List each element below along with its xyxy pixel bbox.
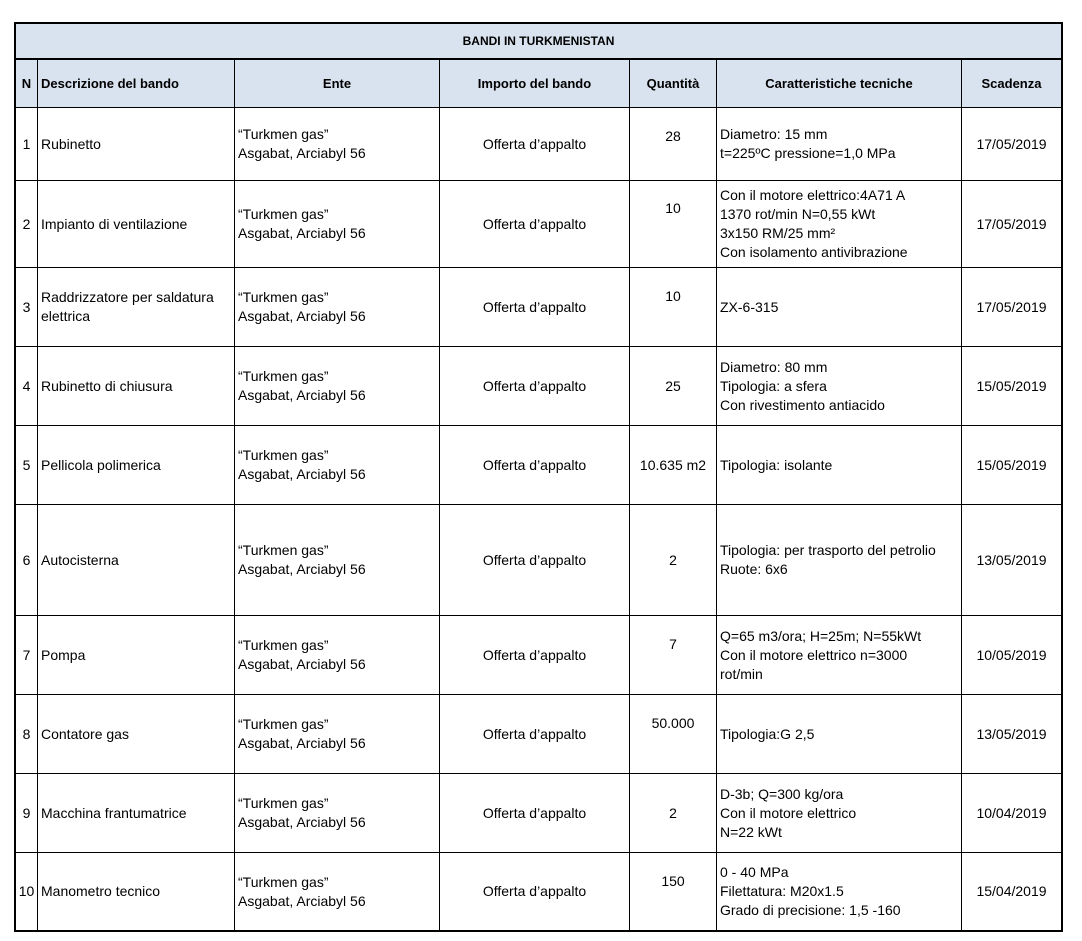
cell-scadenza: 10/05/2019 bbox=[976, 646, 1047, 663]
ente-lines bbox=[238, 715, 366, 753]
cell-importo: Offerta d’appalto bbox=[440, 108, 630, 180]
cell-scadenza: 10/04/2019 bbox=[976, 804, 1047, 821]
ente-line: “Turkmen gas” bbox=[238, 795, 329, 811]
caratteristiche-lines bbox=[720, 186, 908, 262]
cell-importo: Offerta d’appalto bbox=[440, 774, 630, 852]
caratteristiche-lines bbox=[720, 358, 885, 415]
descrizione-line: Rubinetto bbox=[41, 135, 101, 152]
ente-line: “Turkmen gas” bbox=[238, 447, 329, 463]
descrizione-lines bbox=[41, 456, 161, 475]
descrizione-lines bbox=[41, 646, 85, 665]
caratteristiche-lines bbox=[720, 785, 856, 842]
cell-ente bbox=[235, 426, 440, 504]
caratteristiche-lines bbox=[720, 725, 814, 744]
ente-lines bbox=[238, 367, 366, 405]
cell-caratteristiche bbox=[717, 426, 962, 504]
ente-line: “Turkmen gas” bbox=[238, 206, 329, 222]
descrizione-line: Contatore gas bbox=[41, 725, 129, 742]
caratteristiche-line: Q=65 m3/ora; H=25m; N=55kWt bbox=[720, 627, 922, 644]
tenders-table bbox=[14, 22, 1063, 932]
cell-caratteristiche bbox=[717, 616, 962, 694]
cell-n: 4 bbox=[16, 347, 38, 425]
ente-line: “Turkmen gas” bbox=[238, 289, 329, 305]
header-descrizione: Descrizione del bando bbox=[38, 60, 235, 107]
caratteristiche-line: ZX-6-315 bbox=[720, 298, 779, 315]
caratteristiche-line: 3x150 RM/25 mm² bbox=[720, 225, 836, 241]
table-row bbox=[16, 108, 1061, 181]
cell-n: 6 bbox=[16, 505, 38, 615]
descrizione-line: Pellicola polimerica bbox=[41, 456, 161, 473]
cell-ente bbox=[235, 268, 440, 346]
ente-line: Asgabat, Arciabyl 56 bbox=[238, 145, 366, 161]
caratteristiche-line: Con isolamento antivibrazione bbox=[720, 244, 908, 260]
table-title: BANDI IN TURKMENISTAN bbox=[16, 24, 1061, 60]
ente-line: “Turkmen gas” bbox=[238, 637, 329, 653]
ente-line: Asgabat, Arciabyl 56 bbox=[238, 814, 366, 830]
cell-importo: Offerta d’appalto bbox=[440, 347, 630, 425]
cell-n: 8 bbox=[16, 695, 38, 773]
ente-lines bbox=[238, 636, 366, 674]
ente-line: “Turkmen gas” bbox=[238, 873, 329, 890]
caratteristiche-lines bbox=[720, 541, 936, 579]
caratteristiche-line: Con rivestimento antiacido bbox=[720, 396, 885, 413]
header-n: N bbox=[16, 60, 38, 107]
cell-quantita: 10 bbox=[630, 268, 717, 346]
cell-descrizione bbox=[38, 616, 235, 694]
cell-quantita: 28 bbox=[630, 108, 717, 180]
descrizione-line: Raddrizzatore per saldatura bbox=[41, 289, 214, 305]
cell-caratteristiche bbox=[717, 108, 962, 180]
caratteristiche-line: Con il motore elettrico n=3000 bbox=[720, 646, 908, 663]
ente-line: Asgabat, Arciabyl 56 bbox=[238, 225, 366, 241]
cell-descrizione bbox=[38, 853, 235, 930]
cell-descrizione bbox=[38, 108, 235, 180]
header-scadenza: Scadenza bbox=[981, 76, 1042, 91]
cell-caratteristiche bbox=[717, 347, 962, 425]
caratteristiche-line: t=225ºC pressione=1,0 MPa bbox=[720, 145, 896, 161]
cell-descrizione bbox=[38, 347, 235, 425]
ente-line: “Turkmen gas” bbox=[238, 542, 329, 558]
cell-caratteristiche bbox=[717, 268, 962, 346]
cell-ente bbox=[235, 181, 440, 267]
caratteristiche-lines bbox=[720, 125, 896, 163]
cell-ente bbox=[235, 853, 440, 930]
caratteristiche-lines bbox=[720, 298, 778, 317]
cell-descrizione bbox=[38, 426, 235, 504]
cell-importo: Offerta d’appalto bbox=[440, 426, 630, 504]
descrizione-lines bbox=[41, 135, 101, 154]
cell-n: 3 bbox=[16, 268, 38, 346]
caratteristiche-lines bbox=[720, 456, 832, 475]
cell-n: 5 bbox=[16, 426, 38, 504]
cell-descrizione bbox=[38, 774, 235, 852]
caratteristiche-line: Ruote: 6x6 bbox=[720, 561, 788, 577]
cell-importo: Offerta d’appalto bbox=[440, 695, 630, 773]
ente-lines bbox=[238, 205, 366, 243]
cell-scadenza: 13/05/2019 bbox=[976, 551, 1047, 568]
ente-line: Asgabat, Arciabyl 56 bbox=[238, 656, 366, 672]
header-row bbox=[16, 60, 1061, 108]
caratteristiche-lines bbox=[720, 863, 901, 920]
descrizione-lines bbox=[41, 215, 187, 234]
caratteristiche-line: Tipologia: a sfera bbox=[720, 377, 827, 394]
descrizione-line: Manometro tecnico bbox=[41, 883, 161, 899]
cell-scadenza: 17/05/2019 bbox=[976, 298, 1047, 315]
caratteristiche-line: Con il motore elettrico bbox=[720, 804, 857, 821]
cell-caratteristiche bbox=[717, 774, 962, 852]
ente-line: Asgabat, Arciabyl 56 bbox=[238, 466, 366, 482]
cell-importo: Offerta d’appalto bbox=[440, 616, 630, 694]
descrizione-lines bbox=[41, 804, 187, 823]
caratteristiche-line: 1370 rot/min N=0,55 kWt bbox=[720, 206, 876, 222]
descrizione-lines bbox=[41, 288, 214, 326]
cell-descrizione bbox=[38, 181, 235, 267]
ente-lines bbox=[238, 288, 366, 326]
cell-quantita: 150 bbox=[630, 853, 717, 930]
table-row bbox=[16, 616, 1061, 695]
descrizione-line: Pompa bbox=[41, 646, 86, 663]
descrizione-line: Macchina frantumatrice bbox=[41, 804, 187, 821]
cell-ente bbox=[235, 774, 440, 852]
cell-scadenza: 17/05/2019 bbox=[976, 215, 1047, 232]
cell-scadenza: 15/04/2019 bbox=[976, 883, 1047, 899]
cell-quantita: 2 bbox=[630, 774, 717, 852]
ente-lines bbox=[238, 541, 366, 579]
ente-line: Asgabat, Arciabyl 56 bbox=[238, 387, 366, 403]
cell-scadenza: 15/05/2019 bbox=[976, 456, 1047, 473]
descrizione-line: Autocisterna bbox=[41, 551, 119, 568]
caratteristiche-line: Tipologia: per trasporto del petrolio bbox=[720, 542, 936, 558]
ente-line: Asgabat, Arciabyl 56 bbox=[238, 892, 366, 909]
table-row bbox=[16, 505, 1061, 616]
descrizione-line: Impianto di ventilazione bbox=[41, 215, 188, 232]
cell-descrizione bbox=[38, 268, 235, 346]
descrizione-line: elettrica bbox=[41, 308, 91, 324]
descrizione-lines bbox=[41, 551, 119, 570]
cell-quantita: 10 bbox=[630, 181, 717, 267]
table-row bbox=[16, 426, 1061, 505]
table-row bbox=[16, 181, 1061, 268]
cell-caratteristiche bbox=[717, 695, 962, 773]
cell-importo: Offerta d’appalto bbox=[440, 268, 630, 346]
ente-line: “Turkmen gas” bbox=[238, 368, 329, 384]
caratteristiche-line: Tipologia:G 2,5 bbox=[720, 725, 815, 742]
cell-quantita: 2 bbox=[630, 505, 717, 615]
table-row bbox=[16, 347, 1061, 426]
cell-scadenza: 15/05/2019 bbox=[976, 377, 1047, 394]
cell-caratteristiche bbox=[717, 181, 962, 267]
table-row bbox=[16, 774, 1061, 853]
cell-n: 7 bbox=[16, 616, 38, 694]
cell-ente bbox=[235, 695, 440, 773]
ente-line: “Turkmen gas” bbox=[238, 126, 329, 142]
caratteristiche-line: Filettatura: M20x1.5 bbox=[720, 883, 844, 899]
table-row bbox=[16, 695, 1061, 774]
cell-quantita: 10.635 m2 bbox=[630, 426, 717, 504]
cell-n: 1 bbox=[16, 108, 38, 180]
cell-caratteristiche bbox=[717, 853, 962, 930]
caratteristiche-line: Con il motore elettrico:4A71 A bbox=[720, 187, 906, 203]
caratteristiche-line: 0 - 40 MPa bbox=[720, 864, 789, 880]
ente-lines bbox=[238, 446, 366, 484]
table-row bbox=[16, 853, 1061, 930]
cell-ente bbox=[235, 108, 440, 180]
caratteristiche-line: Tipologia: isolante bbox=[720, 456, 833, 473]
descrizione-line: Rubinetto di chiusura bbox=[41, 377, 173, 394]
cell-ente bbox=[235, 616, 440, 694]
header-caratteristiche: Caratteristiche tecniche bbox=[717, 60, 962, 107]
cell-n: 10 bbox=[16, 853, 38, 930]
caratteristiche-line: Grado di precisione: 1,5 -160 bbox=[720, 902, 901, 918]
cell-ente bbox=[235, 347, 440, 425]
cell-importo: Offerta d’appalto bbox=[440, 853, 630, 930]
cell-n: 2 bbox=[16, 181, 38, 267]
cell-importo: Offerta d’appalto bbox=[440, 181, 630, 267]
ente-line: Asgabat, Arciabyl 56 bbox=[238, 735, 366, 751]
descrizione-lines bbox=[41, 882, 160, 901]
header-quantita: Quantità bbox=[630, 60, 717, 107]
caratteristiche-line: D-3b; Q=300 kg/ora bbox=[720, 785, 844, 802]
caratteristiche-line: Diametro: 80 mm bbox=[720, 358, 828, 375]
ente-line: Asgabat, Arciabyl 56 bbox=[238, 561, 366, 577]
descrizione-lines bbox=[41, 725, 129, 744]
cell-ente bbox=[235, 505, 440, 615]
cell-descrizione bbox=[38, 695, 235, 773]
ente-lines bbox=[238, 794, 366, 832]
cell-scadenza: 17/05/2019 bbox=[976, 135, 1047, 152]
ente-line: Asgabat, Arciabyl 56 bbox=[238, 308, 366, 324]
ente-lines bbox=[238, 873, 366, 911]
header-importo: Importo del bando bbox=[440, 60, 630, 107]
descrizione-lines bbox=[41, 377, 173, 396]
caratteristiche-line: Diametro: 15 mm bbox=[720, 126, 828, 142]
cell-quantita: 7 bbox=[630, 616, 717, 694]
cell-importo: Offerta d’appalto bbox=[440, 505, 630, 615]
caratteristiche-lines bbox=[720, 627, 921, 684]
caratteristiche-line: N=22 kWt bbox=[720, 823, 782, 840]
cell-quantita: 50.000 bbox=[630, 695, 717, 773]
cell-descrizione bbox=[38, 505, 235, 615]
ente-line: “Turkmen gas” bbox=[238, 716, 329, 732]
cell-quantita: 25 bbox=[630, 347, 717, 425]
cell-n: 9 bbox=[16, 774, 38, 852]
table-row bbox=[16, 268, 1061, 347]
cell-caratteristiche bbox=[717, 505, 962, 615]
cell-scadenza: 13/05/2019 bbox=[976, 725, 1047, 742]
header-ente: Ente bbox=[235, 60, 440, 107]
caratteristiche-line: rot/min bbox=[720, 665, 763, 682]
ente-lines bbox=[238, 125, 366, 163]
